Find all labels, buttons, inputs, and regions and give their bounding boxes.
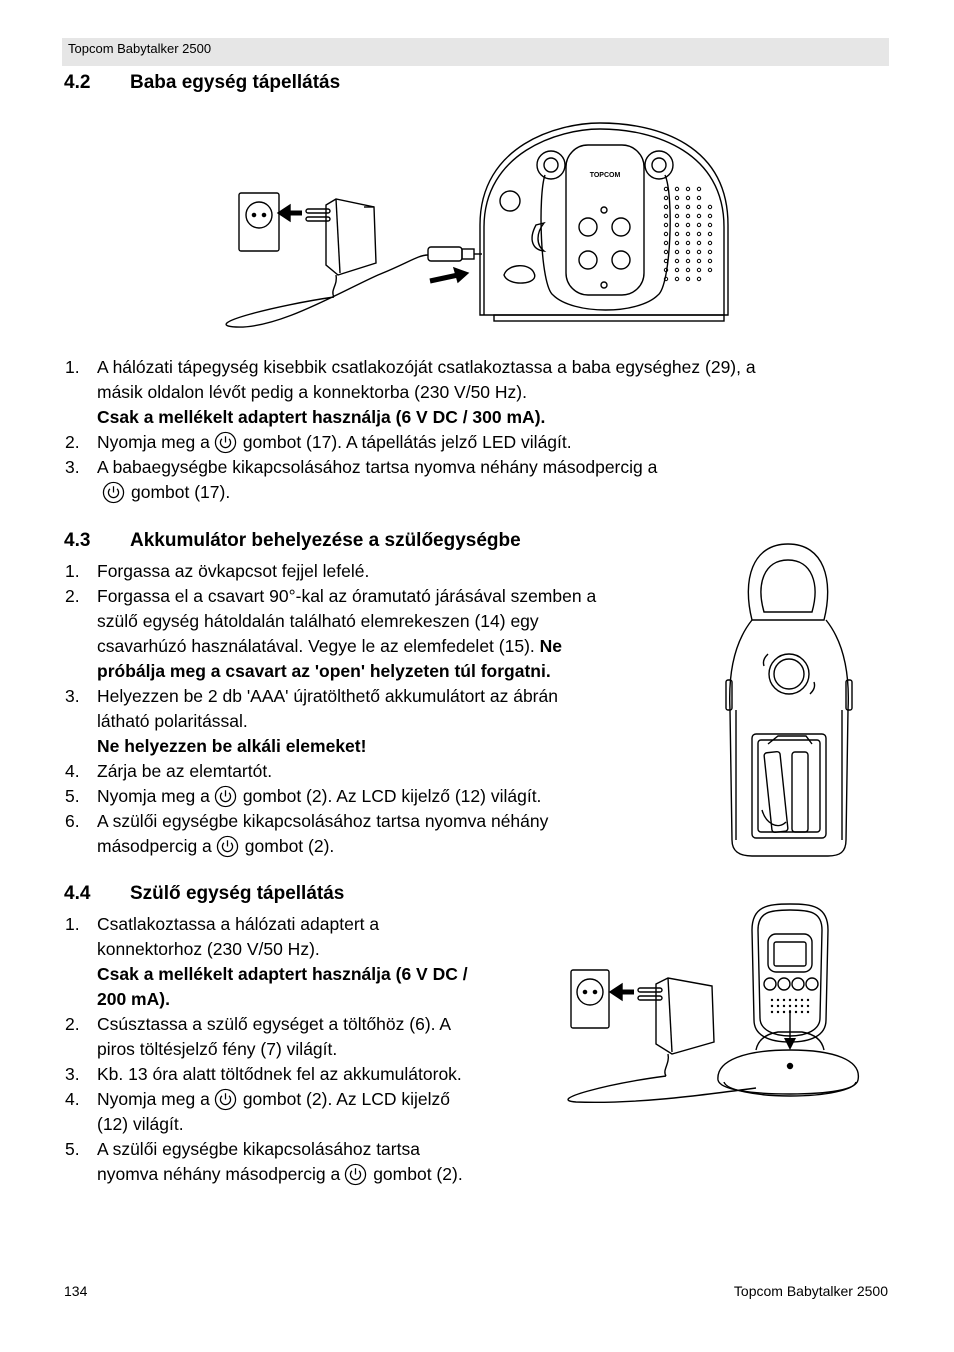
item-number: 3.	[65, 457, 80, 477]
parent-unit-charging-illustration	[556, 900, 864, 1105]
item-text: látható polaritással.	[97, 711, 248, 731]
section-number: 4.2	[64, 72, 91, 93]
item-text: A babaegységbe kikapcsolásához tartsa nyomva néhány másodpercig a	[97, 457, 658, 477]
list-item	[64, 1137, 544, 1187]
item-text: Helyezzen be 2 db 'AAA' újratölthető akkumulátort az ábrán	[97, 686, 558, 706]
list-item	[64, 1087, 544, 1137]
item-text: Kb. 13 óra alatt töltődnek fel az akkumulátorok.	[97, 1064, 462, 1084]
section-number: 4.3	[64, 530, 91, 551]
item-number: 5.	[65, 786, 80, 806]
item-number: 2.	[65, 432, 80, 452]
baby-unit-power-illustration	[218, 115, 738, 335]
item-number: 5.	[65, 1139, 80, 1159]
item-text: Nyomja meg a	[97, 786, 210, 806]
item-text: A szülői egységbe kikapcsolásához tartsa	[97, 1139, 420, 1159]
item-text: gombot (2). Az LCD kijelző (12) világít.	[242, 786, 542, 806]
power-icon	[102, 481, 125, 504]
power-icon	[214, 785, 237, 808]
item-text: Zárja be az elemtartót.	[97, 761, 273, 781]
section-title: Szülő egység tápellátás	[130, 883, 345, 904]
item-text: másik oldalon lévőt pedig a konnektorba (230 V/50 Hz).	[97, 382, 527, 402]
list-item	[64, 430, 884, 455]
item-text: másodpercig a	[97, 836, 212, 856]
item-number: 4.	[65, 761, 80, 781]
list-4-3	[64, 559, 704, 859]
list-item	[64, 355, 884, 430]
item-text: gombot (2). Az LCD kijelző	[242, 1089, 450, 1109]
item-number: 1.	[65, 914, 80, 934]
list-item	[64, 1062, 544, 1087]
item-number: 2.	[65, 1014, 80, 1034]
list-item	[64, 584, 704, 684]
list-item	[64, 784, 704, 809]
item-number: 3.	[65, 1064, 80, 1084]
item-number: 1.	[65, 357, 80, 377]
list-item	[64, 559, 704, 584]
item-text: (12) világít.	[97, 1114, 184, 1134]
list-item	[64, 684, 704, 759]
power-icon	[216, 835, 239, 858]
item-text: csavarhúzó használatával. Vegye le az elemfedelet (15).	[97, 636, 535, 656]
list-item	[64, 455, 884, 505]
header-title: Topcom Babytalker 2500	[68, 41, 212, 56]
item-warning: Csak a mellékelt adaptert használja (6 V DC /	[97, 964, 468, 984]
list-item	[64, 759, 704, 784]
item-text: konnektorhoz (230 V/50 Hz).	[97, 939, 320, 959]
item-text: Csatlakoztassa a hálózati adaptert a	[97, 914, 380, 934]
item-text: Forgassa az övkapcsot fejjel lefelé.	[97, 561, 370, 581]
parent-unit-battery-illustration	[722, 540, 857, 858]
item-text: gombot (2).	[244, 836, 335, 856]
page-header	[62, 38, 889, 66]
item-text: nyomva néhány másodpercig a	[97, 1164, 341, 1184]
list-item	[64, 809, 704, 859]
power-icon	[214, 431, 237, 454]
item-number: 2.	[65, 586, 80, 606]
item-warning: Ne	[539, 636, 563, 656]
item-text: A hálózati tápegység kisebbik csatlakozóját csatlakoztassa a baba egységhez (29), a	[97, 357, 756, 377]
power-icon	[344, 1163, 367, 1186]
brand-logo-text: TOPCOM	[589, 172, 621, 179]
section-title: Akkumulátor behelyezése a szülőegységbe	[130, 530, 521, 551]
item-number: 3.	[65, 686, 80, 706]
power-icon	[214, 1088, 237, 1111]
item-text: szülő egység hátoldalán található elemrekeszen (14) egy	[97, 611, 539, 631]
item-number: 6.	[65, 811, 80, 831]
item-warning: Csak a mellékelt adaptert használja (6 V DC / 300 mA).	[97, 407, 546, 427]
item-text: Csúsztassa a szülő egységet a töltőhöz (6). A	[97, 1014, 452, 1034]
item-text: piros töltésjelző fény (7) világít.	[97, 1039, 338, 1059]
list-item	[64, 1012, 544, 1062]
item-number: 4.	[65, 1089, 80, 1109]
list-4-4	[64, 912, 544, 1187]
page-number: 134	[64, 1283, 88, 1299]
list-item	[64, 912, 544, 1012]
item-warning: Ne helyezzen be alkáli elemeket!	[97, 736, 367, 756]
list-4-2	[64, 355, 884, 505]
item-text: gombot (17). A tápellátás jelző LED világít.	[242, 432, 572, 452]
item-warning: próbálja meg a csavart az 'open' helyzeten túl forgatni.	[97, 661, 551, 681]
section-title: Baba egység tápellátás	[130, 72, 341, 93]
item-warning: 200 mA).	[97, 989, 170, 1009]
item-text: Forgassa el a csavart 90°-kal az óramutató járásával szemben a	[97, 586, 597, 606]
section-number: 4.4	[64, 883, 91, 904]
item-text: Nyomja meg a	[97, 432, 210, 452]
item-text: Nyomja meg a	[97, 1089, 210, 1109]
item-number: 1.	[65, 561, 80, 581]
item-text: gombot (2).	[373, 1164, 463, 1184]
item-text: A szülői egységbe kikapcsolásához tartsa nyomva néhány	[97, 811, 549, 831]
item-text: gombot (17).	[131, 482, 231, 502]
footer-title: Topcom Babytalker 2500	[733, 1283, 888, 1299]
